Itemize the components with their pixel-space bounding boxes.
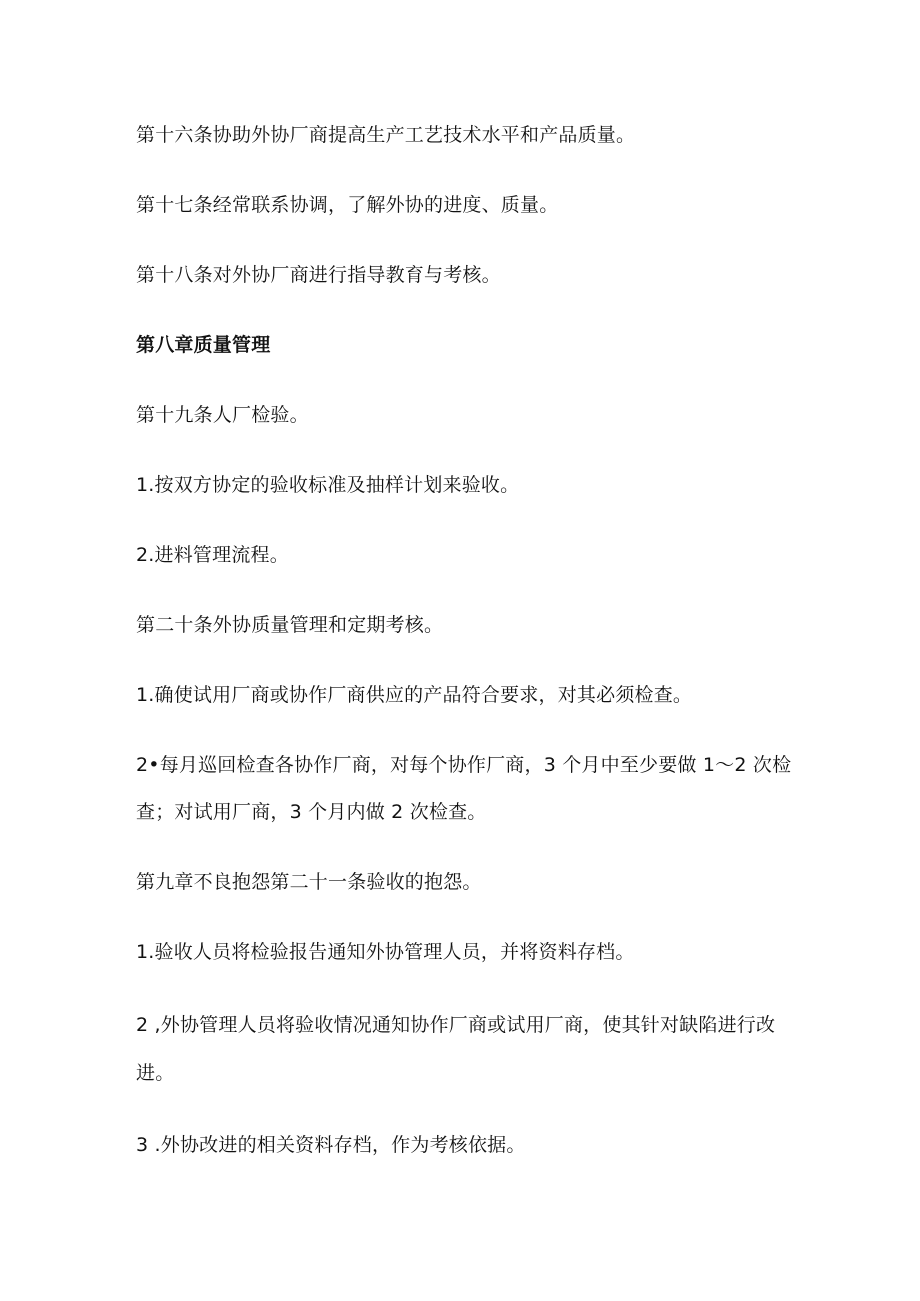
article-16: 第十六条协助外协厂商提高生产工艺技术水平和产品质量。 xyxy=(136,124,636,146)
chapter-8-heading: 第八章质量管理 xyxy=(136,334,271,356)
article-20: 第二十条外协质量管理和定期考核。 xyxy=(136,614,444,636)
article-18: 第十八条对外协厂商进行指导教育与考核。 xyxy=(136,264,501,286)
chapter-9-article-21: 第九章不良抱怨第二十一条验收的抱怨。 xyxy=(136,871,482,893)
article-19-item-2: 2.进料管理流程。 xyxy=(136,544,289,566)
article-21-item-2-continued: 进。 xyxy=(136,1062,175,1084)
article-21-item-2: 2 ,外协管理人员将验收情况通知协作厂商或试用厂商，使其针对缺陷进行改 xyxy=(136,1014,776,1036)
article-20-item-2: 2•每月巡回检查各协作厂商，对每个协作厂商，3 个月中至少要做 1〜2 次检 xyxy=(136,754,792,776)
article-21-item-3: 3 .外协改进的相关资料存档，作为考核依据。 xyxy=(136,1134,526,1156)
article-21-item-1: 1.验收人员将检验报告通知外协管理人员，并将资料存档。 xyxy=(136,941,635,963)
article-19-item-1: 1.按双方协定的验收标准及抽样计划来验收。 xyxy=(136,474,520,496)
article-17: 第十七条经常联系协调，了解外协的进度、质量。 xyxy=(136,194,559,216)
article-20-item-2-continued: 查；对试用厂商，3 个月内做 2 次检查。 xyxy=(136,801,487,823)
article-20-item-1: 1.确使试用厂商或协作厂商供应的产品符合要求，对其必须检查。 xyxy=(136,684,693,706)
article-19: 第十九条人厂检验。 xyxy=(136,404,309,426)
